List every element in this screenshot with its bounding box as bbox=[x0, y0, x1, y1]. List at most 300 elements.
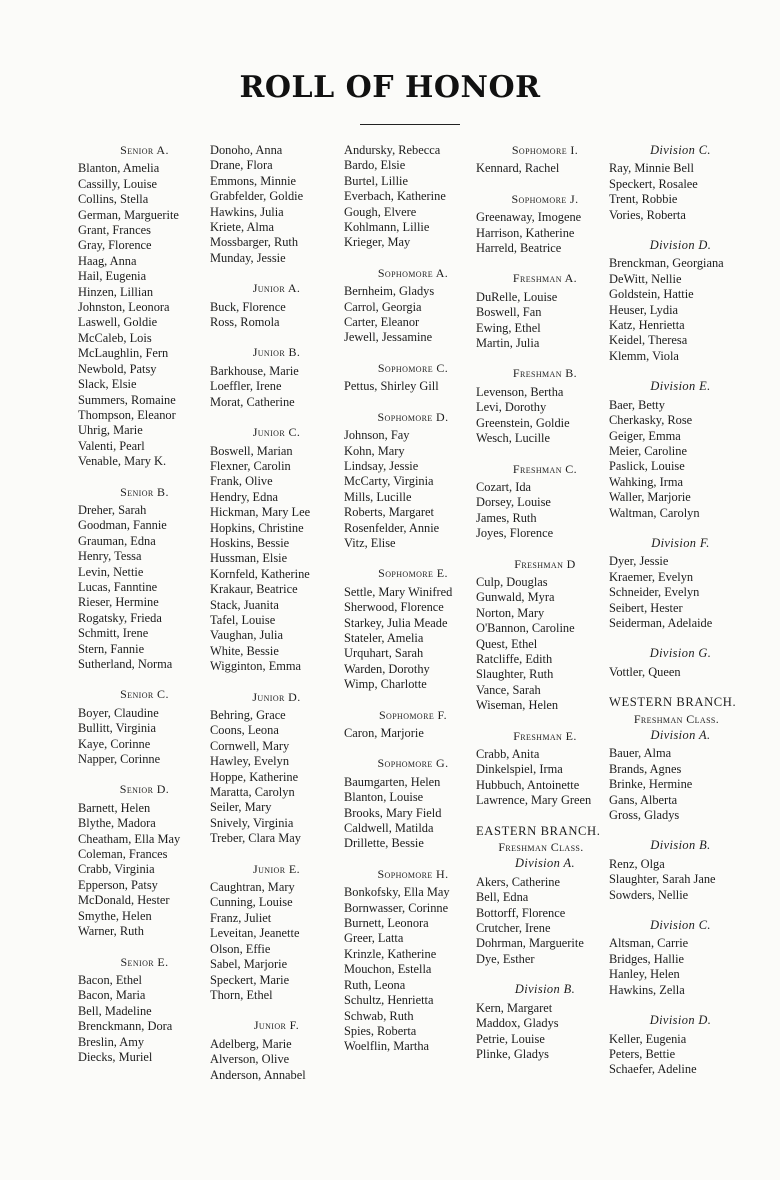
column-3 bbox=[344, 143, 474, 1055]
section-heading: Division F. bbox=[651, 535, 710, 550]
student-name: Drillette, Bessie bbox=[344, 836, 424, 851]
student-name: Bell, Edna bbox=[476, 890, 529, 905]
student-name: Blythe, Madora bbox=[78, 816, 156, 831]
class-section bbox=[344, 266, 474, 346]
student-name: Joyes, Florence bbox=[476, 526, 554, 541]
student-name: Treber, Clara May bbox=[210, 831, 301, 846]
student-name: Greenstein, Goldie bbox=[476, 415, 570, 430]
student-name: Gray, Florence bbox=[78, 238, 152, 253]
section-heading: Division D. bbox=[649, 1013, 712, 1028]
student-name: Hopkins, Christine bbox=[210, 520, 304, 535]
student-name: Bridges, Hallie bbox=[609, 951, 685, 966]
student-name: Hanley, Helen bbox=[609, 967, 680, 982]
student-name: Gross, Gladys bbox=[609, 808, 680, 823]
student-name: White, Bessie bbox=[210, 643, 279, 658]
student-name: Napper, Corinne bbox=[78, 752, 161, 767]
student-name: Geiger, Emma bbox=[609, 428, 681, 443]
class-section bbox=[210, 862, 335, 1004]
section-heading: Sophomore E. bbox=[378, 566, 448, 581]
student-name: Hendry, Edna bbox=[210, 489, 279, 504]
student-name: Valenti, Pearl bbox=[78, 438, 145, 453]
class-section bbox=[344, 756, 474, 851]
student-name: Kaye, Corinne bbox=[78, 736, 151, 751]
student-name: Mossbarger, Ruth bbox=[210, 235, 299, 250]
student-name: Burtel, Lillie bbox=[344, 173, 409, 188]
student-name: Schwab, Ruth bbox=[344, 1008, 414, 1023]
student-name: Quest, Ethel bbox=[476, 636, 538, 651]
student-name: Wimp, Charlotte bbox=[344, 677, 427, 692]
class-section bbox=[210, 281, 335, 330]
class-section bbox=[476, 192, 606, 257]
student-name: Warner, Ruth bbox=[78, 924, 144, 939]
class-section bbox=[344, 867, 474, 1055]
student-name: Levenson, Bertha bbox=[476, 384, 564, 399]
student-name: Vance, Sarah bbox=[476, 682, 541, 697]
student-name: Katz, Henrietta bbox=[609, 318, 685, 333]
student-name: Paslick, Louise bbox=[609, 459, 685, 474]
student-name: Loeffler, Irene bbox=[210, 379, 282, 394]
column-5 bbox=[609, 143, 744, 1078]
section-heading: Sophomore G. bbox=[377, 756, 449, 771]
section-heading: Senior C. bbox=[120, 687, 169, 702]
class-section bbox=[344, 361, 474, 395]
section-heading: Division D. bbox=[649, 238, 712, 253]
student-name: Dreher, Sarah bbox=[78, 502, 147, 517]
student-name: Bernheim, Gladys bbox=[344, 284, 435, 299]
student-name: Andursky, Rebecca bbox=[344, 143, 441, 157]
class-section bbox=[609, 536, 744, 631]
student-name: Caron, Marjorie bbox=[344, 726, 424, 740]
student-name: Sabel, Marjorie bbox=[210, 957, 288, 972]
student-name: Stack, Juanita bbox=[210, 597, 279, 612]
student-name: Thompson, Eleanor bbox=[78, 407, 176, 422]
section-heading: Division A. bbox=[650, 728, 711, 742]
branch-heading: EASTERN BRANCH. bbox=[476, 823, 601, 838]
student-name: Rieser, Hermine bbox=[78, 595, 159, 610]
student-name: Everbach, Katherine bbox=[344, 189, 446, 204]
student-name: Brenckmann, Dora bbox=[78, 1019, 173, 1034]
student-name: Barkhouse, Marie bbox=[210, 363, 299, 378]
student-name: Blanton, Amelia bbox=[78, 161, 160, 176]
student-name: Crutcher, Irene bbox=[476, 921, 551, 936]
student-name: Wesch, Lucille bbox=[476, 431, 551, 446]
student-name: Seiderman, Adelaide bbox=[609, 615, 713, 630]
student-name: Boswell, Marian bbox=[210, 443, 293, 458]
section-heading: Sophomore F. bbox=[378, 707, 448, 722]
student-name: Harreld, Beatrice bbox=[476, 241, 562, 256]
student-name: Schmitt, Irene bbox=[78, 626, 149, 641]
student-name: Sherwood, Florence bbox=[344, 600, 444, 615]
student-name: Buck, Florence bbox=[210, 299, 286, 314]
column-2 bbox=[210, 143, 335, 1083]
class-section bbox=[210, 143, 335, 266]
student-name: Morat, Catherine bbox=[210, 394, 295, 409]
class-section bbox=[344, 566, 474, 692]
student-name: Trent, Robbie bbox=[609, 192, 678, 207]
student-name: Laswell, Goldie bbox=[78, 315, 158, 330]
class-section bbox=[476, 366, 606, 446]
branch-heading: WESTERN BRANCH. bbox=[609, 695, 737, 710]
student-name: Peters, Bettie bbox=[609, 1046, 676, 1061]
student-name: Boswell, Fan bbox=[476, 305, 542, 320]
student-name: Cozart, Ida bbox=[476, 479, 532, 494]
student-name: James, Ruth bbox=[476, 510, 537, 525]
student-name: Caldwell, Matilda bbox=[344, 821, 434, 836]
student-name: Brenckman, Georgiana bbox=[609, 256, 724, 271]
student-name: Maratta, Carolyn bbox=[210, 785, 295, 800]
student-name: Caughtran, Mary bbox=[210, 880, 295, 895]
section-heading: Junior C. bbox=[252, 425, 301, 440]
student-name: Heuser, Lydia bbox=[609, 302, 679, 317]
student-name: Diecks, Muriel bbox=[78, 1049, 153, 1064]
student-name: Bauer, Alma bbox=[609, 746, 672, 761]
student-name: Spies, Roberta bbox=[344, 1023, 417, 1038]
student-name: Bullitt, Virginia bbox=[78, 721, 156, 736]
student-name: Krakaur, Beatrice bbox=[210, 582, 298, 597]
student-name: Thorn, Ethel bbox=[210, 987, 273, 1002]
student-name: Hail, Eugenia bbox=[78, 269, 147, 284]
student-name: Stateler, Amelia bbox=[344, 630, 424, 645]
student-name: Carrol, Georgia bbox=[344, 299, 422, 314]
student-name: Tafel, Louise bbox=[210, 612, 276, 627]
section-heading: Junior B. bbox=[252, 345, 301, 360]
student-name: Coleman, Frances bbox=[78, 847, 168, 862]
student-name: German, Marguerite bbox=[78, 207, 179, 222]
section-heading: Division C. bbox=[650, 918, 711, 933]
student-name: Hubbuch, Antoinette bbox=[476, 777, 580, 792]
student-name: Munday, Jessie bbox=[210, 250, 286, 265]
student-name: McDonald, Hester bbox=[78, 893, 170, 908]
student-name: Woelflin, Martha bbox=[344, 1039, 430, 1054]
student-name: Hoppe, Katherine bbox=[210, 769, 299, 784]
student-name: Martin, Julia bbox=[476, 336, 540, 351]
student-name: Kennard, Rachel bbox=[476, 161, 560, 176]
student-name: Meier, Caroline bbox=[609, 443, 687, 458]
student-name: Lucas, Fanntine bbox=[78, 579, 158, 594]
student-name: Roberts, Margaret bbox=[344, 505, 434, 520]
student-name: Kohn, Mary bbox=[344, 443, 405, 458]
student-name: Johnson, Fay bbox=[344, 428, 410, 443]
student-name: Dinkelspiel, Irma bbox=[476, 762, 563, 777]
class-section bbox=[476, 557, 606, 714]
class-section bbox=[78, 687, 203, 767]
student-name: Vaughan, Julia bbox=[210, 628, 283, 643]
student-name: Cassilly, Louise bbox=[78, 176, 158, 191]
section-heading: Sophomore D. bbox=[377, 409, 449, 424]
class-section bbox=[210, 345, 335, 410]
student-name: Plinke, Gladys bbox=[476, 1046, 549, 1061]
class-section bbox=[78, 143, 203, 470]
section-heading: Freshman A. bbox=[512, 271, 578, 286]
student-name: McCarty, Virginia bbox=[344, 474, 434, 489]
class-section bbox=[609, 646, 744, 680]
class-section bbox=[609, 918, 744, 998]
section-heading: Division C. bbox=[650, 143, 711, 157]
student-name: Vottler, Queen bbox=[609, 664, 681, 679]
student-name: Bacon, Maria bbox=[78, 988, 146, 1003]
student-name: Goldstein, Hattie bbox=[609, 287, 694, 302]
section-heading: Division G. bbox=[649, 646, 712, 661]
student-name: Brinke, Hermine bbox=[609, 777, 693, 792]
student-name: Collins, Stella bbox=[78, 192, 149, 207]
student-name: Klemm, Viola bbox=[609, 348, 679, 363]
student-name: Epperson, Patsy bbox=[78, 877, 158, 892]
student-name: Frank, Olive bbox=[210, 474, 273, 489]
column-1 bbox=[78, 143, 203, 1065]
section-heading: Freshman E. bbox=[513, 728, 577, 743]
section-heading: Junior E. bbox=[253, 861, 300, 876]
section-heading: Senior A. bbox=[120, 143, 169, 157]
section-heading: Freshman B. bbox=[512, 366, 578, 381]
class-subheading: Freshman Class. bbox=[633, 711, 720, 726]
student-name: Brands, Agnes bbox=[609, 761, 682, 776]
student-name: Uhrig, Marie bbox=[78, 423, 143, 438]
class-section bbox=[609, 379, 744, 521]
student-name: Cornwell, Mary bbox=[210, 738, 290, 753]
student-name: Harrison, Katherine bbox=[476, 225, 575, 240]
student-name: Culp, Douglas bbox=[476, 574, 548, 589]
student-name: Speckert, Marie bbox=[210, 972, 290, 987]
class-section bbox=[78, 782, 203, 939]
class-section bbox=[609, 143, 744, 223]
student-name: Carter, Eleanor bbox=[344, 315, 420, 330]
student-name: Urquhart, Sarah bbox=[344, 646, 424, 661]
student-name: Crabb, Anita bbox=[476, 747, 540, 761]
student-name: Cherkasky, Rose bbox=[609, 413, 693, 428]
student-name: Speckert, Rosalee bbox=[609, 176, 698, 191]
student-name: Emmons, Minnie bbox=[210, 173, 297, 188]
section-heading: Junior F. bbox=[253, 1018, 300, 1033]
student-name: Venable, Mary K. bbox=[78, 454, 167, 469]
section-heading: Sophomore I. bbox=[511, 143, 579, 157]
student-name: Ruth, Leona bbox=[344, 977, 406, 992]
student-name: Dye, Esther bbox=[476, 951, 535, 966]
student-name: Akers, Catherine bbox=[476, 874, 560, 889]
student-name: Levi, Dorothy bbox=[476, 400, 547, 415]
student-name: Krinzle, Katherine bbox=[344, 946, 437, 961]
student-name: Donoho, Anna bbox=[210, 143, 283, 157]
student-name: Mills, Lucille bbox=[344, 489, 412, 504]
section-heading: Division B. bbox=[650, 838, 711, 853]
class-section bbox=[210, 690, 335, 847]
section-heading: Junior A. bbox=[252, 281, 301, 296]
column-4 bbox=[476, 143, 606, 1062]
student-name: Gunwald, Myra bbox=[476, 590, 555, 605]
student-name: Mouchon, Estella bbox=[344, 962, 432, 977]
student-name: Grabfelder, Goldie bbox=[210, 189, 304, 204]
student-name: Flexner, Carolin bbox=[210, 458, 291, 473]
section-heading: Senior D. bbox=[119, 782, 170, 797]
student-name: Cheatham, Ella May bbox=[78, 831, 181, 846]
section-heading: Sophomore A. bbox=[377, 265, 449, 280]
student-name: Ratcliffe, Edith bbox=[476, 651, 553, 666]
student-name: Gans, Alberta bbox=[609, 792, 678, 807]
student-name: Brooks, Mary Field bbox=[344, 805, 442, 820]
student-name: Waller, Marjorie bbox=[609, 490, 691, 505]
student-name: Haag, Anna bbox=[78, 253, 137, 268]
class-subheading: Freshman Class. bbox=[498, 840, 584, 855]
student-name: Summers, Romaine bbox=[78, 392, 176, 407]
student-name: Leveitan, Jeanette bbox=[210, 926, 300, 941]
student-name: Bardo, Elsie bbox=[344, 158, 406, 173]
student-name: Crabb, Virginia bbox=[78, 862, 155, 877]
student-name: Dorsey, Louise bbox=[476, 495, 551, 510]
student-name: Hoskins, Bessie bbox=[210, 535, 290, 550]
student-name: Lawrence, Mary Green bbox=[476, 793, 592, 808]
student-name: Rosenfelder, Annie bbox=[344, 520, 440, 535]
student-name: Gough, Elvere bbox=[344, 204, 417, 219]
student-name: Vitz, Elise bbox=[344, 535, 396, 550]
student-name: Schneider, Evelyn bbox=[609, 585, 700, 600]
student-name: Henry, Tessa bbox=[78, 549, 142, 564]
class-section bbox=[210, 1018, 335, 1083]
class-section bbox=[476, 982, 606, 1062]
student-name: Hawkins, Julia bbox=[210, 204, 284, 219]
student-name: Rogatsky, Frieda bbox=[78, 610, 162, 625]
page-title: ROLL OF HONOR bbox=[239, 70, 541, 105]
section-heading: Division A. bbox=[515, 856, 575, 871]
class-section bbox=[78, 955, 203, 1066]
student-name: Keidel, Theresa bbox=[609, 333, 688, 348]
student-name: Newbold, Patsy bbox=[78, 361, 157, 376]
student-name: Drane, Flora bbox=[210, 158, 273, 173]
student-name: Boyer, Claudine bbox=[78, 705, 159, 720]
class-section bbox=[609, 695, 744, 823]
student-name: Slaughter, Ruth bbox=[476, 667, 554, 682]
section-heading: Freshman C. bbox=[512, 461, 578, 476]
section-heading: Sophomore J. bbox=[511, 191, 579, 206]
student-name: Schaefer, Adeline bbox=[609, 1062, 697, 1077]
section-heading: Sophomore C. bbox=[377, 360, 449, 375]
student-name: Greer, Latta bbox=[344, 931, 404, 946]
student-name: Pettus, Shirley Gill bbox=[344, 379, 439, 394]
title-divider bbox=[360, 124, 460, 125]
student-name: Starkey, Julia Meade bbox=[344, 615, 448, 630]
student-name: McLaughlin, Fern bbox=[78, 346, 169, 361]
student-name: Barnett, Helen bbox=[78, 800, 151, 815]
class-section bbox=[609, 838, 744, 903]
student-name: DeWitt, Nellie bbox=[609, 271, 682, 286]
student-name: Renz, Olga bbox=[609, 856, 665, 871]
student-name: Slaughter, Sarah Jane bbox=[609, 872, 716, 887]
section-heading: Sophomore H. bbox=[377, 866, 449, 881]
class-section bbox=[476, 824, 606, 968]
student-name: Settle, Mary Winifred bbox=[344, 584, 453, 599]
student-name: Krieger, May bbox=[344, 235, 411, 250]
student-name: Bottorff, Florence bbox=[476, 905, 566, 920]
student-name: Altsman, Carrie bbox=[609, 936, 689, 951]
class-section bbox=[476, 462, 606, 542]
student-name: Ross, Romola bbox=[210, 315, 280, 330]
class-section bbox=[609, 1013, 744, 1078]
class-section bbox=[344, 708, 474, 742]
student-name: Maddox, Gladys bbox=[476, 1016, 559, 1031]
class-section bbox=[476, 143, 606, 177]
student-name: Grant, Frances bbox=[78, 223, 151, 238]
student-name: Blanton, Louise bbox=[344, 790, 424, 805]
student-name: Bornwasser, Corinne bbox=[344, 900, 449, 915]
student-name: Hussman, Elsie bbox=[210, 551, 288, 566]
section-heading: Junior D. bbox=[252, 689, 301, 704]
student-name: Franz, Juliet bbox=[210, 910, 272, 925]
section-heading: Division E. bbox=[650, 379, 711, 394]
class-section bbox=[78, 485, 203, 673]
student-name: Norton, Mary bbox=[476, 605, 545, 620]
student-name: Bell, Madeline bbox=[78, 1003, 152, 1018]
student-name: Jewell, Jessamine bbox=[344, 330, 433, 345]
student-name: Bonkofsky, Ella May bbox=[344, 885, 450, 900]
student-name: Kohlmann, Lillie bbox=[344, 220, 430, 235]
student-name: Hawkins, Zella bbox=[609, 982, 685, 997]
student-name: Kern, Margaret bbox=[476, 1000, 553, 1015]
student-name: Hawley, Evelyn bbox=[210, 754, 290, 769]
student-name: O'Bannon, Caroline bbox=[476, 621, 575, 636]
section-heading: Senior E. bbox=[120, 954, 169, 969]
student-name: Vories, Roberta bbox=[609, 207, 686, 222]
student-name: Slack, Elsie bbox=[78, 377, 137, 392]
student-name: Levin, Nettie bbox=[78, 564, 144, 579]
student-name: Kriete, Alma bbox=[210, 220, 274, 235]
student-name: Coons, Leona bbox=[210, 723, 279, 738]
student-name: Olson, Effie bbox=[210, 941, 271, 956]
student-name: Dohrman, Marguerite bbox=[476, 936, 584, 951]
student-name: Baer, Betty bbox=[609, 397, 665, 412]
student-name: Seibert, Hester bbox=[609, 600, 683, 615]
student-name: Goodman, Fannie bbox=[78, 518, 167, 533]
student-name: McCaleb, Lois bbox=[78, 330, 152, 345]
student-name: Wahking, Irma bbox=[609, 474, 684, 489]
section-heading: Division B. bbox=[514, 982, 576, 997]
student-name: Anderson, Annabel bbox=[210, 1067, 306, 1082]
class-section bbox=[476, 729, 606, 809]
student-name: Behring, Grace bbox=[210, 708, 286, 722]
student-name: Wiseman, Helen bbox=[476, 698, 559, 713]
student-name: Dyer, Jessie bbox=[609, 554, 669, 569]
class-section bbox=[609, 238, 744, 364]
student-name: Schultz, Henrietta bbox=[344, 993, 434, 1008]
student-name: DuRelle, Louise bbox=[476, 289, 558, 304]
student-name: Kornfeld, Katherine bbox=[210, 566, 310, 581]
student-name: Baumgarten, Helen bbox=[344, 774, 441, 789]
student-name: Burnett, Leonora bbox=[344, 916, 429, 931]
class-section bbox=[344, 410, 474, 552]
student-name: Hinzen, Lillian bbox=[78, 284, 154, 299]
student-name: Adelberg, Marie bbox=[210, 1036, 292, 1051]
student-name: Keller, Eugenia bbox=[609, 1031, 687, 1046]
student-name: Bacon, Ethel bbox=[78, 972, 142, 987]
student-name: Petrie, Louise bbox=[476, 1031, 545, 1046]
student-name: Johnston, Leonora bbox=[78, 300, 170, 315]
student-name: Ray, Minnie Bell bbox=[609, 161, 694, 176]
student-name: Stern, Fannie bbox=[78, 641, 145, 656]
class-section bbox=[210, 425, 335, 675]
student-name: Ewing, Ethel bbox=[476, 320, 541, 335]
student-name: Snively, Virginia bbox=[210, 815, 294, 830]
student-name: Warden, Dorothy bbox=[344, 661, 430, 676]
student-name: Kraemer, Evelyn bbox=[609, 569, 694, 584]
student-name: Wigginton, Emma bbox=[210, 659, 302, 674]
student-name: Hickman, Mary Lee bbox=[210, 505, 311, 520]
student-name: Breslin, Amy bbox=[78, 1034, 145, 1049]
class-section bbox=[344, 143, 474, 251]
section-heading: Senior B. bbox=[120, 484, 169, 499]
student-name: Sutherland, Norma bbox=[78, 657, 173, 671]
class-section bbox=[476, 271, 606, 351]
student-name: Greenaway, Imogene bbox=[476, 210, 582, 225]
student-name: Alverson, Olive bbox=[210, 1052, 290, 1067]
student-name: Lindsay, Jessie bbox=[344, 458, 419, 473]
student-name: Cunning, Louise bbox=[210, 895, 293, 910]
